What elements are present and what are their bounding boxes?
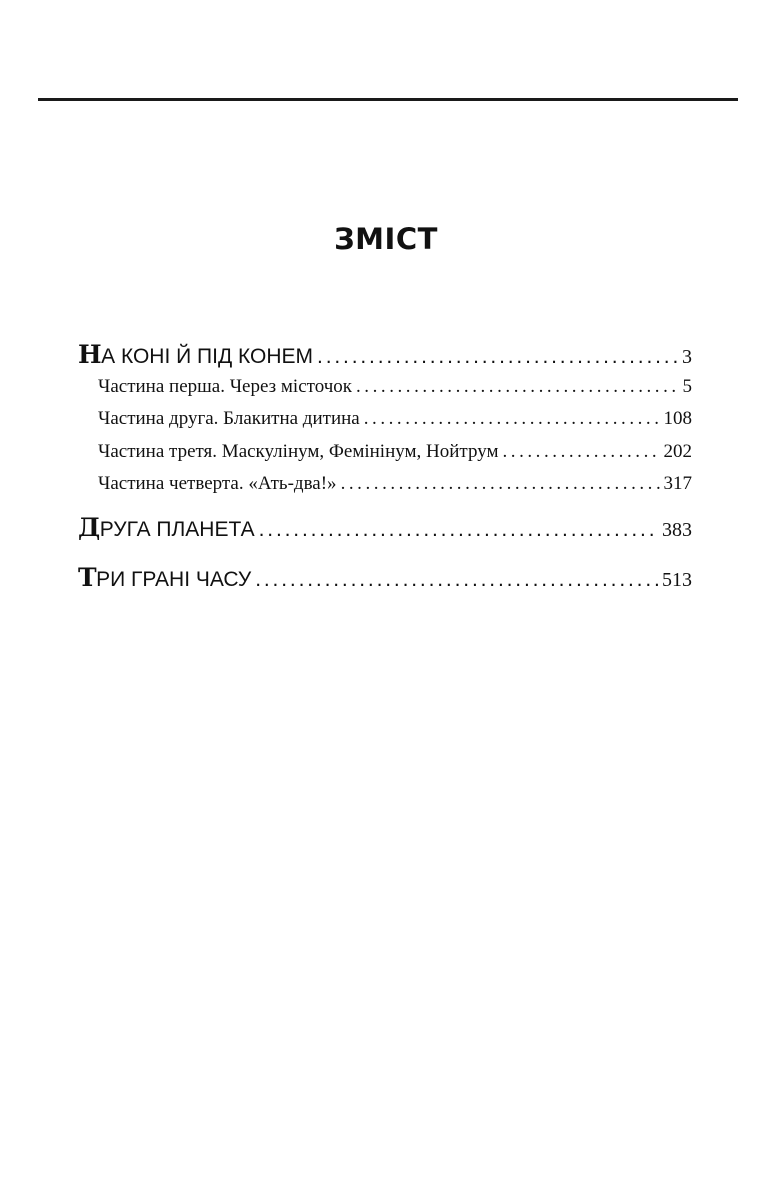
- chapter-title: Частина четверта. «Ать-два!»: [98, 473, 337, 494]
- chapter-title: Частина перша. Через місточок: [98, 376, 352, 397]
- page-number: 202: [663, 441, 692, 462]
- toc-chapter-entry[interactable]: [98, 376, 692, 398]
- page-number: 3: [682, 346, 692, 368]
- dot-leader: [356, 376, 679, 398]
- part-title: ТРИ ГРАНІ ЧАСУ: [78, 563, 252, 592]
- dot-leader: [317, 345, 678, 369]
- page-number: 317: [663, 473, 692, 494]
- page-number: 108: [663, 408, 692, 429]
- dot-leader: [364, 408, 660, 430]
- page-number: 5: [682, 376, 692, 397]
- page-number: 383: [662, 519, 692, 541]
- part-initial: Т: [78, 563, 97, 592]
- part-initial: Д: [78, 513, 100, 542]
- chapter-title: Частина друга. Блакитна дитина: [98, 408, 360, 429]
- page-number: 513: [662, 569, 692, 591]
- part-title: ДРУГА ПЛАНЕТА: [78, 513, 255, 542]
- header-rule: [38, 98, 738, 101]
- page-title: ЗМІСТ: [334, 222, 438, 256]
- toc-chapter-entry[interactable]: [98, 473, 692, 495]
- dot-leader: [255, 568, 658, 592]
- part-title: НА КОНІ Й ПІД КОНЕМ: [78, 340, 314, 369]
- toc-part-entry[interactable]: [78, 513, 692, 542]
- toc-part-entry[interactable]: [78, 563, 692, 592]
- toc-chapter-entry[interactable]: [98, 441, 692, 463]
- chapter-title: Частина третя. Маскулінум, Фемінінум, Нойтрум: [98, 441, 499, 462]
- part-initial: Н: [78, 340, 102, 369]
- toc-chapter-entry[interactable]: [98, 408, 692, 430]
- toc-part-entry[interactable]: [78, 340, 692, 369]
- dot-leader: [502, 441, 659, 463]
- dot-leader: [341, 473, 660, 495]
- dot-leader: [259, 518, 658, 542]
